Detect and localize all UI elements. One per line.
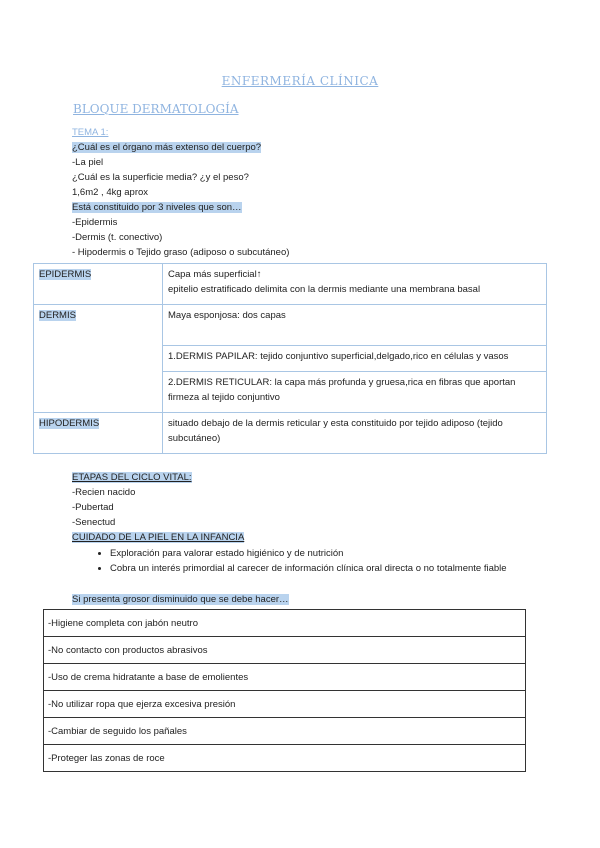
grosor-question: Si presenta grosor disminuido que se debe hacer… bbox=[72, 594, 289, 605]
layer-desc: 1.DERMIS PAPILAR: tejido conjuntivo superficial,delgado,rico en células y vasos bbox=[163, 346, 547, 372]
question-surface: ¿Cuál es la superficie media? ¿y el peso? bbox=[72, 172, 249, 183]
table-row bbox=[34, 264, 547, 305]
table-row bbox=[44, 637, 526, 664]
answer-organ: -La piel bbox=[72, 157, 104, 168]
layer-desc: 2.DERMIS RETICULAR: la capa más profunda y gruesa,rica en fibras que aportan firmeza al tejido conjuntivo bbox=[163, 372, 547, 413]
cuidado-bullets bbox=[72, 546, 530, 576]
table-row bbox=[44, 610, 526, 637]
level-item: - Hipodermis o Tejido graso (adiposo o subcutáneo) bbox=[72, 247, 290, 258]
level-item: -Epidermis bbox=[72, 217, 118, 228]
layer-desc: Capa más superficial↑ bbox=[168, 269, 262, 280]
cuidado-heading: CUIDADO DE LA PIEL EN LA INFANCIA bbox=[72, 532, 245, 543]
care-actions-table bbox=[43, 609, 526, 772]
table-row bbox=[44, 718, 526, 745]
etapa-item: -Recien nacido bbox=[72, 487, 136, 498]
level-item: -Dermis (t. conectivo) bbox=[72, 232, 163, 243]
etapa-item: -Pubertad bbox=[72, 502, 114, 513]
layer-desc: Maya esponjosa: dos capas bbox=[163, 305, 547, 346]
action-cell: -No contacto con productos abrasivos bbox=[44, 637, 526, 664]
etapas-heading: ETAPAS DEL CICLO VITAL: bbox=[72, 472, 192, 483]
page-title: ENFERMERÍA CLÍNICA bbox=[221, 74, 379, 88]
question-organ: ¿Cuál es el órgano más extenso del cuerpo? bbox=[72, 142, 262, 153]
skin-layers-table bbox=[33, 263, 547, 454]
etapa-item: -Senectud bbox=[72, 517, 116, 528]
tema-label: TEMA 1: bbox=[72, 127, 109, 138]
layer-name: HIPODERMIS bbox=[39, 418, 100, 429]
layer-desc: situado debajo de la dermis reticular y esta constituido por tejido adiposo (tejido subcutáneo) bbox=[163, 413, 547, 454]
table-row bbox=[34, 413, 547, 454]
action-cell: -Higiene completa con jabón neutro bbox=[44, 610, 526, 637]
table-row bbox=[44, 691, 526, 718]
layer-name: EPIDERMIS bbox=[39, 269, 92, 280]
action-cell: -Cambiar de seguido los pañales bbox=[44, 718, 526, 745]
action-cell: -Proteger las zonas de roce bbox=[44, 745, 526, 772]
answer-surface: 1,6m2 , 4kg aprox bbox=[72, 187, 149, 198]
levels-intro: Está constituido por 3 niveles que son… bbox=[72, 202, 242, 213]
layer-desc: epitelio estratificado delimita con la dermis mediante una membrana basal bbox=[168, 284, 481, 295]
list-item: • Cobra un interés primordial al carecer de información clínica oral directa o no totalmente fiable bbox=[110, 561, 530, 576]
table-row bbox=[44, 664, 526, 691]
section-subtitle: BLOQUE DERMATOLOGÍA bbox=[73, 102, 239, 116]
table-row bbox=[34, 305, 547, 346]
layer-name: DERMIS bbox=[39, 310, 76, 321]
list-item: • Exploración para valorar estado higiénico y de nutrición bbox=[110, 546, 530, 561]
action-cell: -Uso de crema hidratante a base de emolientes bbox=[44, 664, 526, 691]
table-row bbox=[44, 745, 526, 772]
action-cell: -No utilizar ropa que ejerza excesiva presión bbox=[44, 691, 526, 718]
